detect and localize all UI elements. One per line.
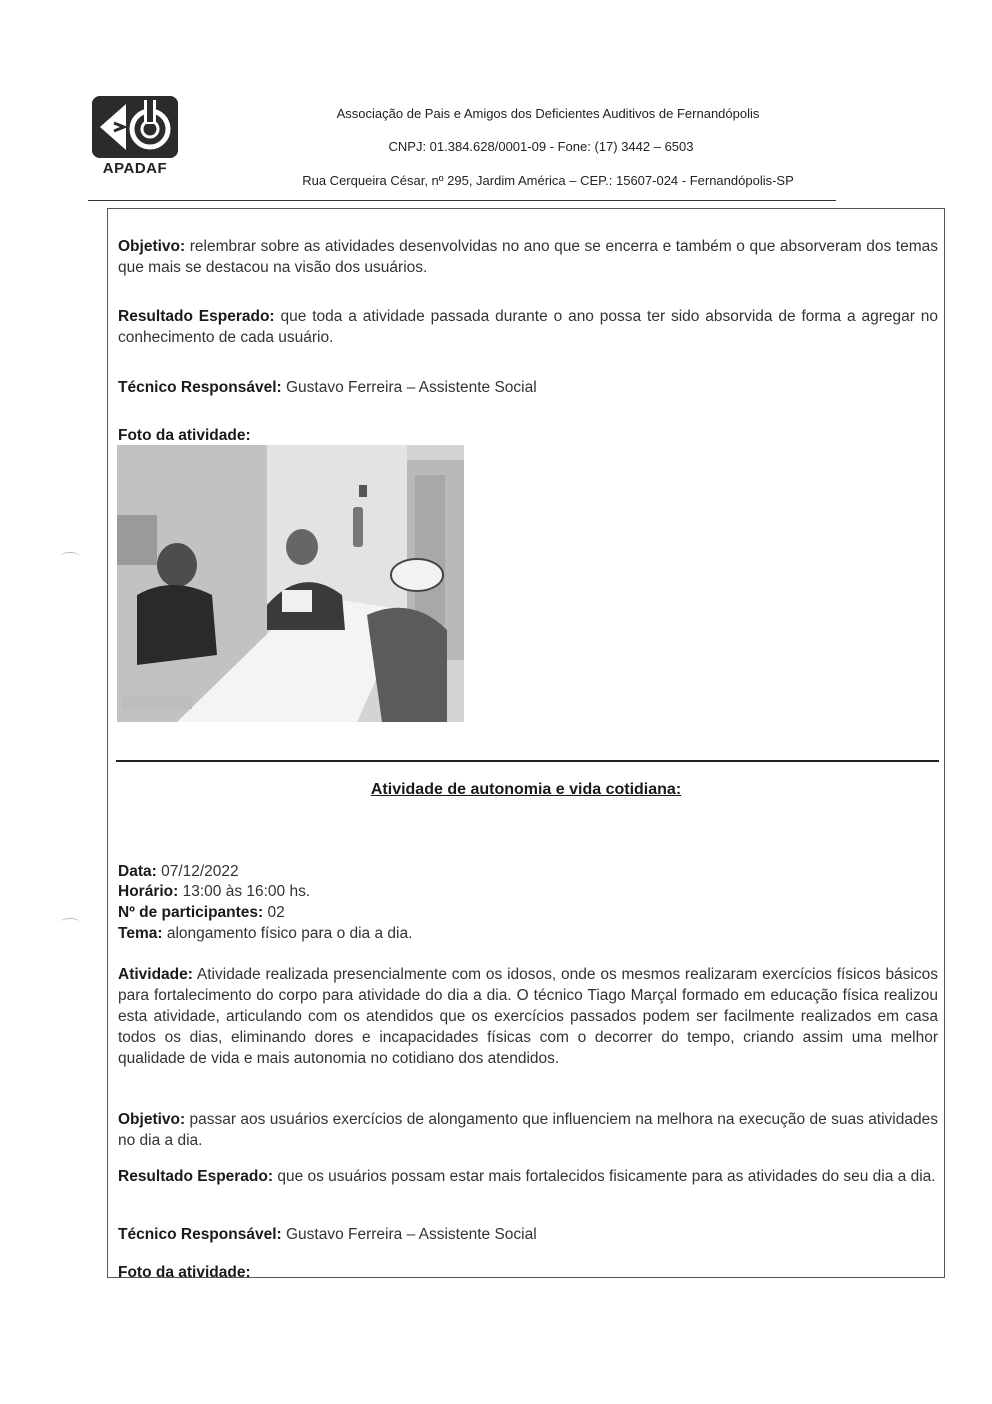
tecnico-paragraph [118, 377, 938, 398]
section-title: Atividade de autonomia e vida cotidiana: [370, 781, 682, 798]
resultado-2-label: Resultado Esperado: [118, 1168, 274, 1185]
resultado-2-paragraph [118, 1166, 938, 1187]
foto-2-paragraph [118, 1262, 938, 1283]
objetivo-2-label: Objetivo: [118, 1111, 186, 1128]
tema-line [118, 924, 412, 944]
photo-image [117, 445, 464, 722]
foto-label-paragraph [118, 425, 938, 446]
resultado-label: Resultado Esperado: [118, 308, 275, 325]
tecnico-2-text: Gustavo Ferreira – Assistente Social [281, 1226, 537, 1243]
resultado-text: que toda a atividade passada durante o ano possa ter sido absorvida de forma a agregar no conhecimento de cada usuário. [118, 308, 939, 346]
logo-text: APADAF [102, 160, 168, 177]
tema-value: alongamento físico para o dia a dia. [162, 925, 413, 942]
org-name: Associação de Pais e Amigos dos Deficientes Auditivos de Fernandópolis [336, 106, 760, 121]
resultado-2-text: que os usuários possam estar mais fortalecidos fisicamente para as atividades do seu dia a dia. [273, 1168, 936, 1185]
objetivo-label: Objetivo: [118, 238, 186, 255]
margin-mark [60, 552, 80, 561]
tecnico-2-paragraph [118, 1224, 938, 1245]
atividade-label: Atividade: [118, 966, 193, 983]
margin-mark [60, 918, 80, 927]
participantes-label: Nº de participantes: [118, 904, 264, 921]
objetivo-2-paragraph [118, 1109, 938, 1151]
data-label: Data: [118, 863, 157, 880]
objetivo-2-text: passar aos usuários exercícios de alongamento que influenciem na melhora na execução de suas atividades no dia a dia. [118, 1111, 938, 1149]
objetivo-paragraph [118, 236, 938, 278]
participantes-value: 02 [263, 904, 285, 921]
horario-line [118, 882, 310, 902]
section-divider [116, 760, 939, 762]
logo [92, 96, 178, 158]
foto-2-label: Foto da atividade: [118, 1264, 251, 1281]
cnpj-phone: CNPJ: 01.384.628/0001-09 - Fone: (17) 3442 – 6503 [388, 139, 694, 154]
foto-label: Foto da atividade: [118, 427, 251, 444]
data-value: 07/12/2022 [156, 863, 239, 880]
resultado-paragraph [118, 306, 938, 348]
tecnico-text: Gustavo Ferreira – Assistente Social [281, 379, 537, 396]
data-line [118, 862, 239, 882]
objetivo-text: relembrar sobre as atividades desenvolvidas no ano que se encerra e também o que absorveram dos temas que mais se destacou na visão dos usuários. [118, 238, 938, 276]
tecnico-label: Técnico Responsável: [118, 379, 282, 396]
header-divider [88, 200, 836, 201]
atividade-paragraph [118, 964, 938, 1069]
logo-icon [92, 96, 178, 158]
horario-label: Horário: [118, 883, 179, 900]
tema-label: Tema: [118, 925, 163, 942]
horario-value: 13:00 às 16:00 hs. [178, 883, 311, 900]
activity-photo [117, 445, 464, 722]
address: Rua Cerqueira César, nº 295, Jardim América – CEP.: 15607-024 - Fernandópolis-SP [302, 173, 794, 188]
atividade-text: Atividade realizada presencialmente com os idosos, onde os mesmos realizaram exercícios físicos básicos para fortalecimento do corpo para atividade do dia a dia. O técnico Tiago Marçal formado em educação física realizou esta atividade, articulando com os atendidos que os exercícios passados podem ser facilmente realizados em casa todos os dias, eliminando dores e incapacidades físicas com o decorrer do tempo, criando assim uma melhor qualidade de vida e mais autonomia no cotidiano dos atendidos. [118, 966, 938, 1067]
tecnico-2-label: Técnico Responsável: [118, 1226, 282, 1243]
participantes-line [118, 903, 285, 923]
